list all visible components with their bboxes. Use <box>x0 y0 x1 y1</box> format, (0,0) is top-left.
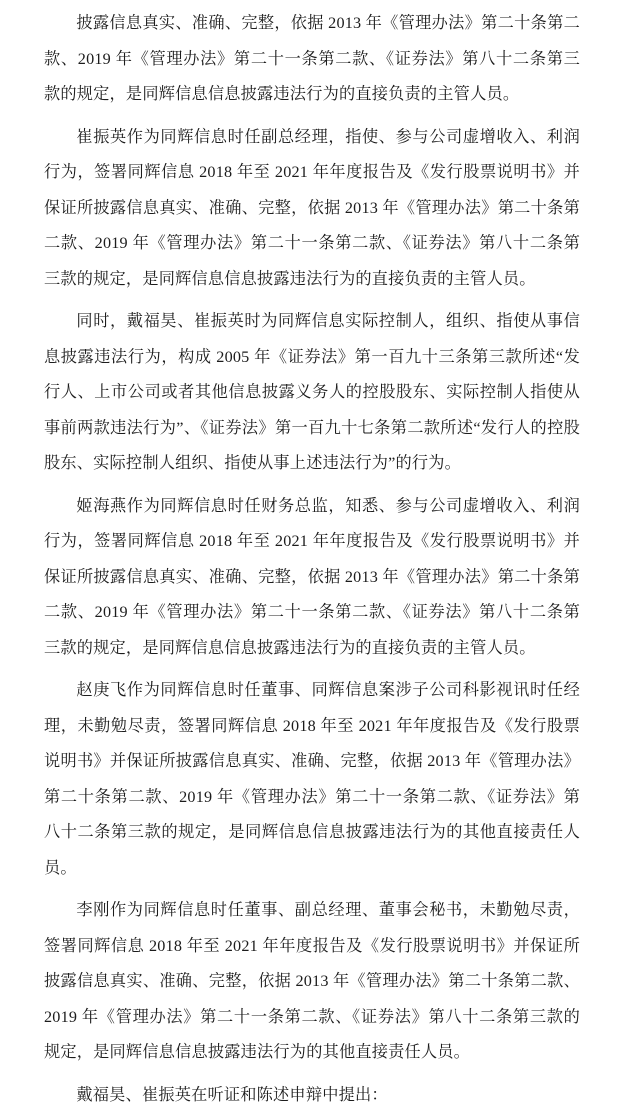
paragraph: 赵庚飞作为同辉信息时任董事、同辉信息案涉子公司科影视讯时任经理，未勤勉尽责，签署同辉信息 2018 年至 2021 年年度报告及《发行股票说明书》并保证所披露信息真实、准确、完整，依据 2013 年《管理办法》第二十条第二款、2019 年《管理办法》第二十一条第二款、《证券法》第八十二条第三款的规定，是同辉信息信息披露违法行为的其他直接责任人员。 <box>44 673 580 886</box>
paragraph: 戴福昊、崔振英在听证和陈述申辩中提出： <box>44 1078 580 1113</box>
paragraph: 崔振英作为同辉信息时任副总经理，指使、参与公司虚增收入、利润行为，签署同辉信息 2018 年至 2021 年年度报告及《发行股票说明书》并保证所披露信息真实、准确、完整，依据 2013 年《管理办法》第二十条第二款、2019 年《管理办法》第二十一条第二款、《证券法》第八十二条第三款的规定，是同辉信息信息披露违法行为的直接负责的主管人员。 <box>44 120 580 298</box>
paragraph: 披露信息真实、准确、完整，依据 2013 年《管理办法》第二十条第二款、2019 年《管理办法》第二十一条第二款、《证券法》第八十二条第三款的规定，是同辉信息信息披露违法行为的直接负责的主管人员。 <box>44 6 580 113</box>
paragraph: 同时，戴福昊、崔振英时为同辉信息实际控制人，组织、指使从事信息披露违法行为，构成 2005 年《证券法》第一百九十三条第三款所述“发行人、上市公司或者其他信息披露义务人的控股股东、实际控制人指使从事前两款违法行为”、《证券法》第一百九十七条第二款所述“发行人的控股股东、实际控制人组织、指使从事上述违法行为”的行为。 <box>44 304 580 482</box>
paragraph: 姬海燕作为同辉信息时任财务总监，知悉、参与公司虚增收入、利润行为，签署同辉信息 2018 年至 2021 年年度报告及《发行股票说明书》并保证所披露信息真实、准确、完整，依据 2013 年《管理办法》第二十条第二款、2019 年《管理办法》第二十一条第二款、《证券法》第八十二条第三款的规定，是同辉信息信息披露违法行为的直接负责的主管人员。 <box>44 489 580 667</box>
paragraph: 李刚作为同辉信息时任董事、副总经理、董事会秘书，未勤勉尽责，签署同辉信息 2018 年至 2021 年年度报告及《发行股票说明书》并保证所披露信息真实、准确、完整，依据 2013 年《管理办法》第二十条第二款、2019 年《管理办法》第二十一条第二款、《证券法》第八十二条第三款的规定，是同辉信息信息披露违法行为的其他直接责任人员。 <box>44 893 580 1071</box>
